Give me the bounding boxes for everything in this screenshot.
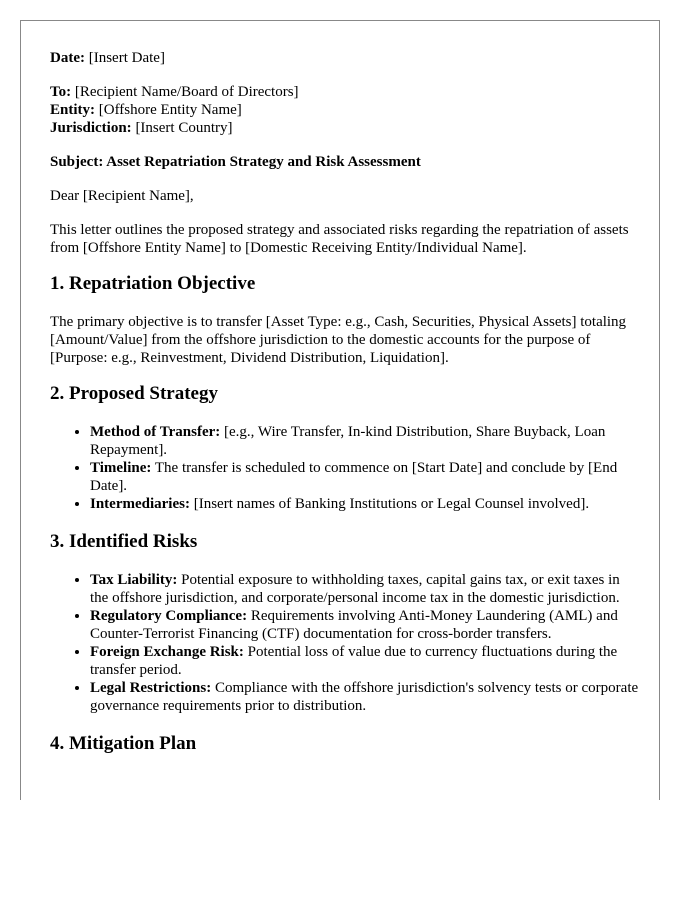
jurisdiction-label: Jurisdiction: (50, 120, 132, 136)
section-heading-strategy: 2. Proposed Strategy (50, 383, 218, 404)
section-heading-risks: 3. Identified Risks (50, 531, 198, 552)
salutation: Dear [Recipient Name], (50, 188, 194, 204)
item-label: Timeline: (90, 460, 152, 476)
item-text: Potential loss of value due to currency fluctuations during the transfer period. (90, 644, 618, 678)
strategy-list (50, 423, 640, 513)
item-label: Method of Transfer: (90, 424, 221, 440)
item-text: [e.g., Wire Transfer, In-kind Distribution, Share Buyback, Loan Repayment]. (90, 424, 606, 458)
to-value: [Recipient Name/Board of Directors] (74, 84, 299, 100)
to-label: To: (50, 84, 72, 100)
jurisdiction-value: [Insert Country] (135, 120, 233, 136)
list-item (90, 607, 640, 643)
list-item (90, 643, 640, 679)
letter-content (21, 21, 640, 755)
section-heading-objective: 1. Repatriation Objective (50, 273, 256, 294)
jurisdiction-line (50, 119, 640, 137)
entity-value: [Offshore Entity Name] (98, 102, 242, 118)
section-heading-mitigation: 4. Mitigation Plan (50, 733, 197, 754)
list-item (90, 423, 640, 459)
intro-paragraph: This letter outlines the proposed strategy and associated risks regarding the repatriation of assets from [Offshore Entity Name] to [Domestic Receiving Entity/Individual Name]. (50, 222, 629, 256)
item-text: [Insert names of Banking Institutions or Legal Counsel involved]. (189, 496, 590, 512)
list-item (90, 459, 640, 495)
item-label: Foreign Exchange Risk: (90, 644, 244, 660)
to-line (50, 83, 640, 101)
item-text: Compliance with the offshore jurisdiction's solvency tests or corporate governance requirements prior to distribution. (90, 680, 639, 714)
risks-list (50, 571, 640, 715)
letter-page (20, 20, 660, 800)
item-label: Legal Restrictions: (90, 680, 212, 696)
date-value: [Insert Date] (88, 50, 165, 66)
date-line (50, 49, 640, 67)
list-item (90, 571, 640, 607)
list-item (90, 495, 640, 513)
objective-paragraph: The primary objective is to transfer [Asset Type: e.g., Cash, Securities, Physical Assets] totaling [Amount/Value] from the offshore jurisdiction to the domestic accounts for the purpose of [Purpose: e.g., Reinvestment, Dividend Distribution, Liquidation]. (50, 314, 627, 366)
item-text: The transfer is scheduled to commence on [Start Date] and conclude by [End Date]. (90, 460, 618, 494)
subject-line: Subject: Asset Repatriation Strategy and Risk Assessment (50, 154, 421, 170)
recipient-block (50, 83, 640, 137)
item-label: Regulatory Compliance: (90, 608, 248, 624)
entity-label: Entity: (50, 102, 95, 118)
date-block (50, 49, 640, 67)
list-item (90, 679, 640, 715)
item-text: Potential exposure to withholding taxes, capital gains tax, or exit taxes in the offshore jurisdiction, and corporate/personal income tax in the domestic jurisdiction. (90, 572, 620, 606)
item-label: Intermediaries: (90, 496, 190, 512)
entity-line (50, 101, 640, 119)
date-label: Date: (50, 50, 85, 66)
item-text: Requirements involving Anti-Money Laundering (AML) and Counter-Terrorist Financing (CTF) documentation for cross-border transfers. (90, 608, 618, 642)
item-label: Tax Liability: (90, 572, 178, 588)
